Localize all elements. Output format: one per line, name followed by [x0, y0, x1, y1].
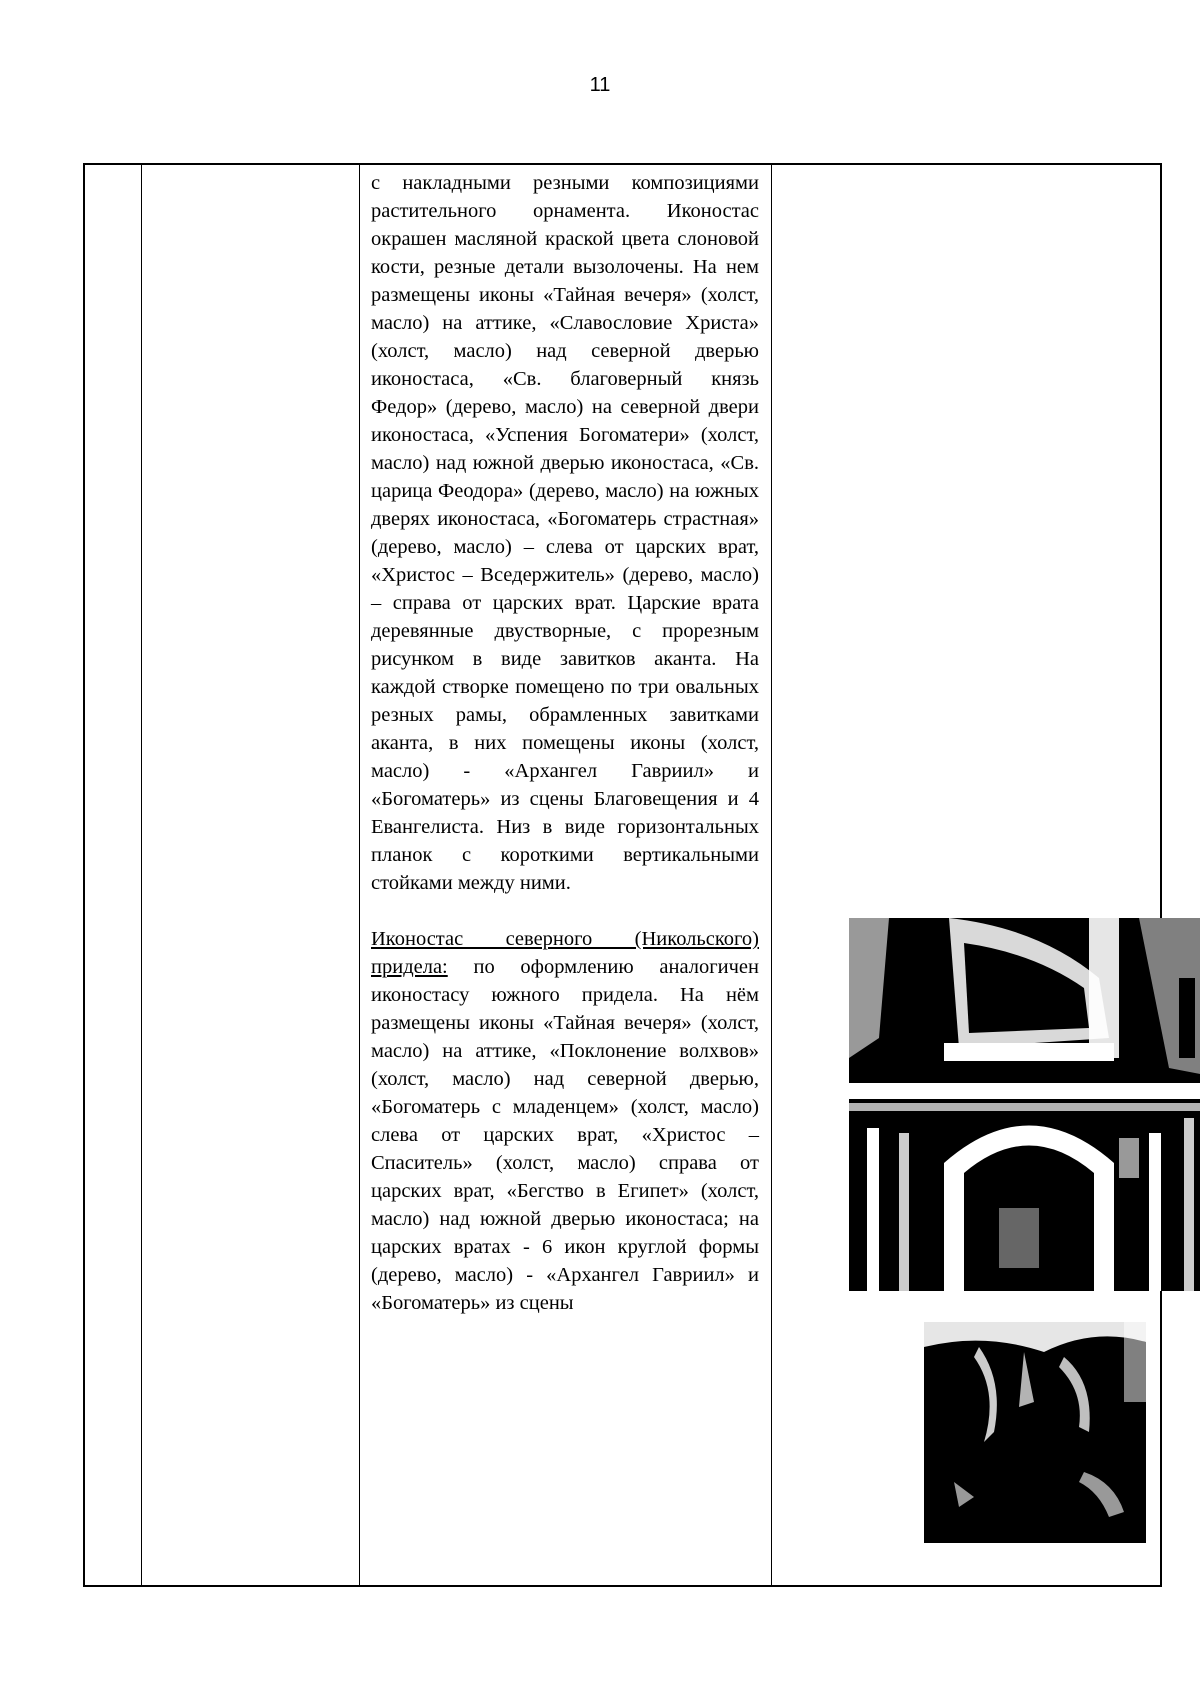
- document-table: [83, 163, 1162, 1587]
- table-cell-number: [85, 165, 142, 1585]
- northern-iconostasis-heading: Иконостас северного (Никольского) придела:: [371, 928, 759, 978]
- page-number: 11: [589, 74, 611, 96]
- table-cell-photos: [747, 165, 1160, 1585]
- iconostasis-detail-photo: [924, 1322, 1146, 1543]
- iconostasis-photo: [849, 918, 1200, 1291]
- northern-iconostasis-text: по оформлению аналогичен иконостасу южного придела. На нём размещены иконы «Тайная вечеря» (холст, масло) на аттике, «Поклонение волхвов» (холст, масло) над северной дверью, «Богоматерь с младенцем» (холст, масло) слева от царских врат, «Христос – Спаситель» (холст, масло) справа от царских врат, «Бегство в Египет» (холст, масло) над южной дверью иконостаса; на царских вратах - 6 икон круглой формы (дерево, масло) - «Архангел Гавриил» и «Богоматерь» из сцены: [371, 956, 759, 1314]
- table-cell-description: [359, 165, 772, 1585]
- description-paragraph-2: [371, 925, 759, 1317]
- description-paragraph-1: с накладными резными композициями растительного орнамента. Иконостас окрашен масляной краской цвета слоновой кости, резные детали вызолочены. На нем размещены иконы «Тайная вечеря» (холст, масло) на аттике, «Славословие Христа» (холст, масло) над северной дверью иконостаса, «Св. благоверный князь Федор» (дерево, масло) на северной двери иконостаса, «Успения Богоматери» (холст, масло) над южной дверью иконостаса, «Св. царица Феодора» (дерево, масло) на южных дверях иконостаса, «Богоматерь страстная» (дерево, масло) – слева от царских врат, «Христос – Вседержитель» (дерево, масло) – справа от царских врат. Царские врата деревянные двустворные, с прорезным рисунком в виде завитков аканта. На каждой створке помещено по три овальных резных рамы, обрамленных завитками аканта, в них помещены иконы (холст, масло) - «Архангел Гавриил» и «Богоматерь» из сцены Благовещения и 4 Евангелиста. Низ в виде горизонтальных планок с короткими вертикальными стойками между ними.: [371, 172, 759, 894]
- table-cell-name: [141, 165, 360, 1585]
